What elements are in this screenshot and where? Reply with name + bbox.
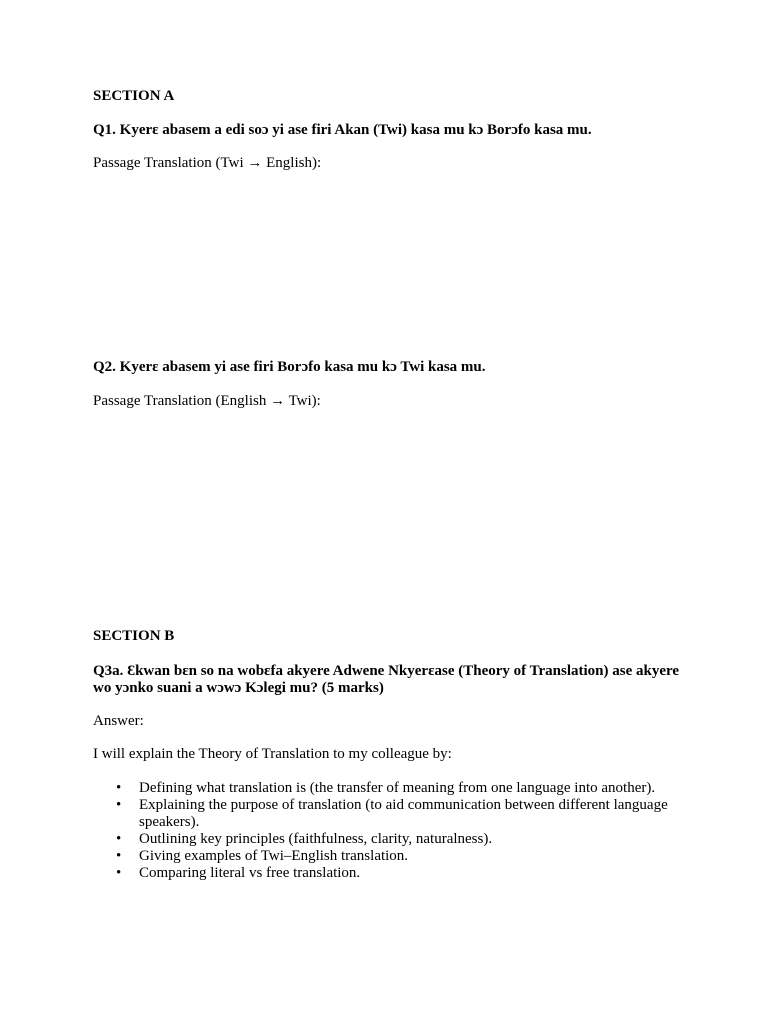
q2-passage-label: Passage Translation (English → Twi): xyxy=(93,393,321,409)
list-item-text: Outlining key principles (faithfulness, clarity, naturalness). xyxy=(139,831,493,847)
list-item xyxy=(93,797,693,831)
bullet-icon: • xyxy=(116,797,122,813)
q1-question: Q1. Kyerɛ abasem a edi soɔ yi ase firi Akan (Twi) kasa mu kɔ Borɔfo kasa mu. xyxy=(93,122,592,138)
section-a-heading: SECTION A xyxy=(93,88,175,104)
bullet-icon: • xyxy=(116,865,122,881)
list-item-text: Comparing literal vs free translation. xyxy=(139,865,361,881)
answer-bullet-list xyxy=(93,780,693,882)
list-item xyxy=(93,848,693,865)
bullet-icon: • xyxy=(116,831,122,847)
list-item-text: Giving examples of Twi–English translation. xyxy=(139,848,409,864)
bullet-icon: • xyxy=(116,780,122,796)
list-item xyxy=(93,831,693,848)
q1-passage-label: Passage Translation (Twi → English): xyxy=(93,155,322,171)
list-item xyxy=(93,780,693,797)
q3a-question: Q3a. Ɛkwan bɛn so na wobɛfa akyere Adwene Nkyerɛase (Theory of Translation) ase akyere wo yɔnko suani a wɔwɔ Kɔlegi mu? (5 marks) xyxy=(93,663,680,696)
list-item-text: Explaining the purpose of translation (to aid communication between different language speakers). xyxy=(139,797,668,830)
bullet-icon: • xyxy=(116,848,122,864)
answer-label: Answer: xyxy=(93,713,144,729)
section-b-heading: SECTION B xyxy=(93,628,175,644)
answer-intro: I will explain the Theory of Translation to my colleague by: xyxy=(93,746,452,762)
q2-question: Q2. Kyerɛ abasem yi ase firi Borɔfo kasa mu kɔ Twi kasa mu. xyxy=(93,359,486,375)
list-item xyxy=(93,865,693,882)
list-item-text: Defining what translation is (the transfer of meaning from one language into another). xyxy=(139,780,656,796)
